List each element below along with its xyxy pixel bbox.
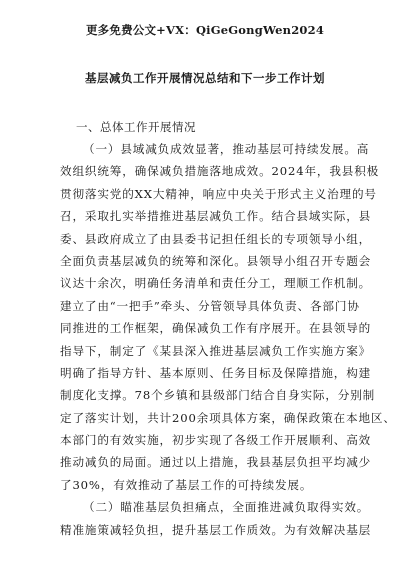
section-heading: 一、总体工作开展情况: [76, 120, 196, 134]
body-line: 指导下，制定了《某县深入推进基层减负工作实施方案》: [60, 343, 372, 358]
document-title: 基层减负工作开展情况总结和下一步工作计划: [85, 71, 325, 85]
body-line: 建立了由“一把手”牵头、分管领导具体负责、各部门协: [60, 298, 360, 313]
body-line: 精准施策减轻负担，提升基层工作质效。为有效解决基层: [60, 522, 372, 537]
body-line: 定了落实计划，共计200余项具体方案，确保政策在本地区、: [60, 410, 396, 425]
body-line: 效组织统筹，确保减负措施落地成效。2024年，我县积极: [60, 164, 380, 179]
body-line: 议达十余次，明确任务清单和责任分工，理顺工作机制。: [60, 276, 372, 291]
body-line: 召，采取扎实举措推进基层减负工作。结合县域实际，县: [60, 209, 372, 224]
body-line: 本部门的有效实施，初步实现了各级工作开展顺利、高效: [60, 433, 372, 448]
body-line: 推动减负的局面。通过以上措施，我县基层负担平均减少: [60, 455, 372, 470]
body-line: （一）县域减负成效显著，推动基层可持续发展。高: [83, 142, 370, 156]
body-line: 同推进的工作框架，确保减负工作有序展开。在县领导的: [60, 321, 372, 336]
body-line: （二）瞄准基层负担痛点，全面推进减负取得实效。: [83, 500, 370, 515]
promo-header: 更多免费公文+VX：QiGeGongWen2024: [85, 23, 325, 37]
body-line: 了30%，有效推动了基层工作的可持续发展。: [60, 477, 313, 492]
body-line: 全面负责基层减负的统筹和深化。县领导小组召开专题会: [60, 253, 372, 268]
body-line: 制度化支撑。78个乡镇和县级部门结合自身实际，分别制: [60, 388, 376, 403]
body-line: 贯彻落实党的XX大精神，响应中央关于形式主义治理的号: [60, 186, 377, 201]
body-line: 明确了指导方针、基本原则、任务目标及保障措施，构建: [60, 365, 372, 380]
body-line: 委、县政府成立了由县委书记担任组长的专项领导小组，: [60, 231, 372, 246]
document-body: [60, 138, 396, 541]
